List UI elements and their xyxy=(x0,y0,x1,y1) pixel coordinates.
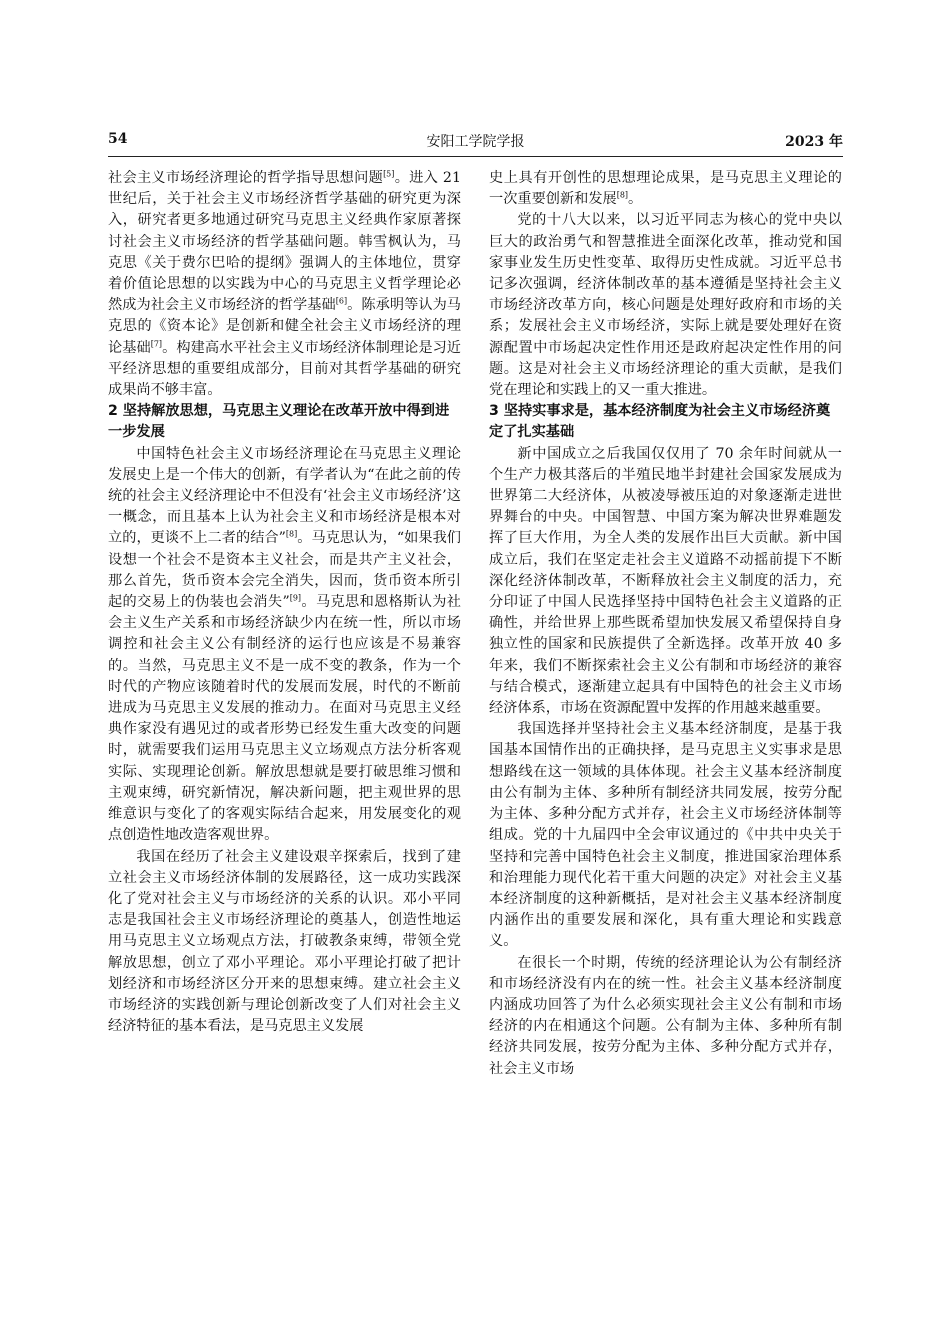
paragraph: 我国在经历了社会主义建设艰辛探索后，找到了建立社会主义市场经济体制的发展路径，这一成功实践深化了党对社会主义与市场经济的关系的认识。邓小平同志是我国社会主义市场经济理论的奠基人，创造性地运用马克思主义立场观点方法，打破教条束缚，带领全党解放思想，创立了邓小平理论。邓小平理论打破了把计划经济和市场经济区分开来的思想束缚。建立社会主义市场经济的实践创新与理论创新改变了人们对社会主义经济特征的基本看法，是马克思主义发展 xyxy=(108,848,461,1035)
paragraph: 在很长一个时期，传统的经济理论认为公有制经济和市场经济没有内在的统一性。社会主义基本经济制度内涵成功回答了为什么必须实现社会主义公有制和市场经济的内在相通这个问题。公有制为主体、多种所有制经济共同发展，按劳分配为主体、多种分配方式并存，社会主义市场 xyxy=(489,954,842,1077)
paragraph: 我国选择并坚持社会主义基本经济制度，是基于我国基本国情作出的正确抉择，是马克思主义实事求是思想路线在这一领域的具体体现。社会主义基本经济制度由公有制为主体、多种所有制经济共同发展，按劳分配为主体、多种分配方式并存，社会主义市场经济体制等组成。党的十九届四中全会审议通过的《中共中央关于坚持和完善中国特色社会主义制度，推进国家治理体系和治理能力现代化若干重大问题的决定》对社会主义基本经济制度的这种新概括，是对社会主义基本经济制度内涵作出的重要发展和深化，具有重大理论和实践意义。 xyxy=(489,721,842,950)
paragraph: 史上具有开创性的思想理论成果，是马克思主义理论的一次重要创新和发展[8]。 xyxy=(489,170,842,208)
left-column xyxy=(108,168,461,1037)
journal-title: 安阳工学院学报 xyxy=(426,134,525,150)
citation[interactable]: [8] xyxy=(616,190,629,200)
publication-year: 2023 年 xyxy=(785,134,843,150)
paragraph: 党的十八大以来，以习近平同志为核心的党中央以巨大的政治勇气和智慧推进全面深化改革，推动党和国家事业发生历史性变革、取得历史性成就。习近平总书记多次强调，经济体制改革的基本遵循是坚持社会主义市场经济改革方向，核心问题是处理好政府和市场的关系；发展社会主义市场经济，实际上就是要处理好在资源配置中市场起决定性作用还是政府起决定性作用的问题。这是对社会主义市场经济理论的重大贡献，是我们党在理论和实践上的又一重大推进。 xyxy=(489,212,842,399)
citation[interactable]: [7] xyxy=(150,338,163,348)
citation[interactable]: [6] xyxy=(335,296,348,306)
header-rule xyxy=(108,156,843,157)
section-heading-2: 2 坚持解放思想，马克思主义理论在改革开放中得到进一步发展 xyxy=(108,403,450,441)
right-column xyxy=(489,168,842,1080)
paragraph: 社会主义市场经济理论的哲学指导思想问题[5]。进入 21 世纪后，关于社会主义市场经济哲学基础的研究更为深入，研究者更多地通过研究马克思主义经典作家原著探讨社会主义市场经济的哲学基础问题。韩雪枫认为，马克思《关于费尔巴哈的提纲》强调人的主体地位，贯穿着价值论思想的以实践为中心的马克思主义哲学理论必然成为社会主义市场经济的哲学基础[6]。陈承明等认为马克思的《资本论》是创新和健全社会主义市场经济的理论基础[7]。构建高水平社会主义市场经济体制理论是习近平经济思想的重要组成部分，目前对其哲学基础的研究成果尚不够丰富。 xyxy=(108,169,461,399)
citation[interactable]: [8] xyxy=(285,529,298,539)
paragraph: 中国特色社会主义市场经济理论在马克思主义理论发展史上是一个伟大的创新，有学者认为“在此之前的传统的社会主义经济理论中不但没有‘社会主义市场经济’这一概念，而且基本上认为社会主义和市场经济是根本对立的，更谈不上二者的结合”[8]。马克思认为，“如果我们设想一个社会不是资本主义社会，而是共产主义社会，那么首先，货币资本会完全消失，因而，货币资本所引起的交易上的伪装也会消失”[9]。马克思和恩格斯认为社会主义生产关系和市场经济缺少内在统一性，所以市场调控和社会主义公有制经济的运行也应该是不易兼容的。当然，马克思主义不是一成不变的教条，作为一个时代的产物应该随着时代的发展而发展，时代的不断前进成为马克思主义发展的推动力。在面对马克思主义经典作家没有遇见过的或者形势已经发生重大改变的问题时，就需要我们运用马克思主义立场观点方法分析客观实际、实现理论创新。解放思想就是要打破思维习惯和主观束缚，研究新情况，解决新问题，把主观世界的思维意识与变化了的客观实际结合起来，用发展变化的观点创造性地改造客观世界。 xyxy=(108,445,461,844)
citation[interactable]: [5] xyxy=(383,169,395,179)
page-number: 54 xyxy=(108,131,128,147)
citation[interactable]: [9] xyxy=(289,593,302,603)
running-header xyxy=(108,131,843,153)
paragraph: 新中国成立之后我国仅仅用了 70 余年时间就从一个生产力极其落后的半殖民地半封建社会国家发展成为世界第二大经济体，从被凌辱被压迫的对象逐渐走进世界舞台的中央。中国智慧、中国方案为解决世界难题发挥了巨大作用，为全人类的发展作出巨大贡献。新中国成立后，我们在坚定走社会主义道路不动摇前提下不断深化经济体制改革，不断释放社会主义制度的活力，充分印证了中国人民选择坚持中国特色社会主义道路的正确性，并给世界上那些既希望加快发展又希望保持自身独立性的国家和民族提供了全新选择。改革开放 40 多年来，我们不断探索社会主义公有制和市场经济的兼容与结合模式，逐渐建立起具有中国特色的社会主义市场经济体系，市场在资源配置中发挥的作用越来越重要。 xyxy=(489,445,842,717)
section-heading-3: 3 坚持实事求是，基本经济制度为社会主义市场经济奠定了扎实基础 xyxy=(489,403,831,441)
